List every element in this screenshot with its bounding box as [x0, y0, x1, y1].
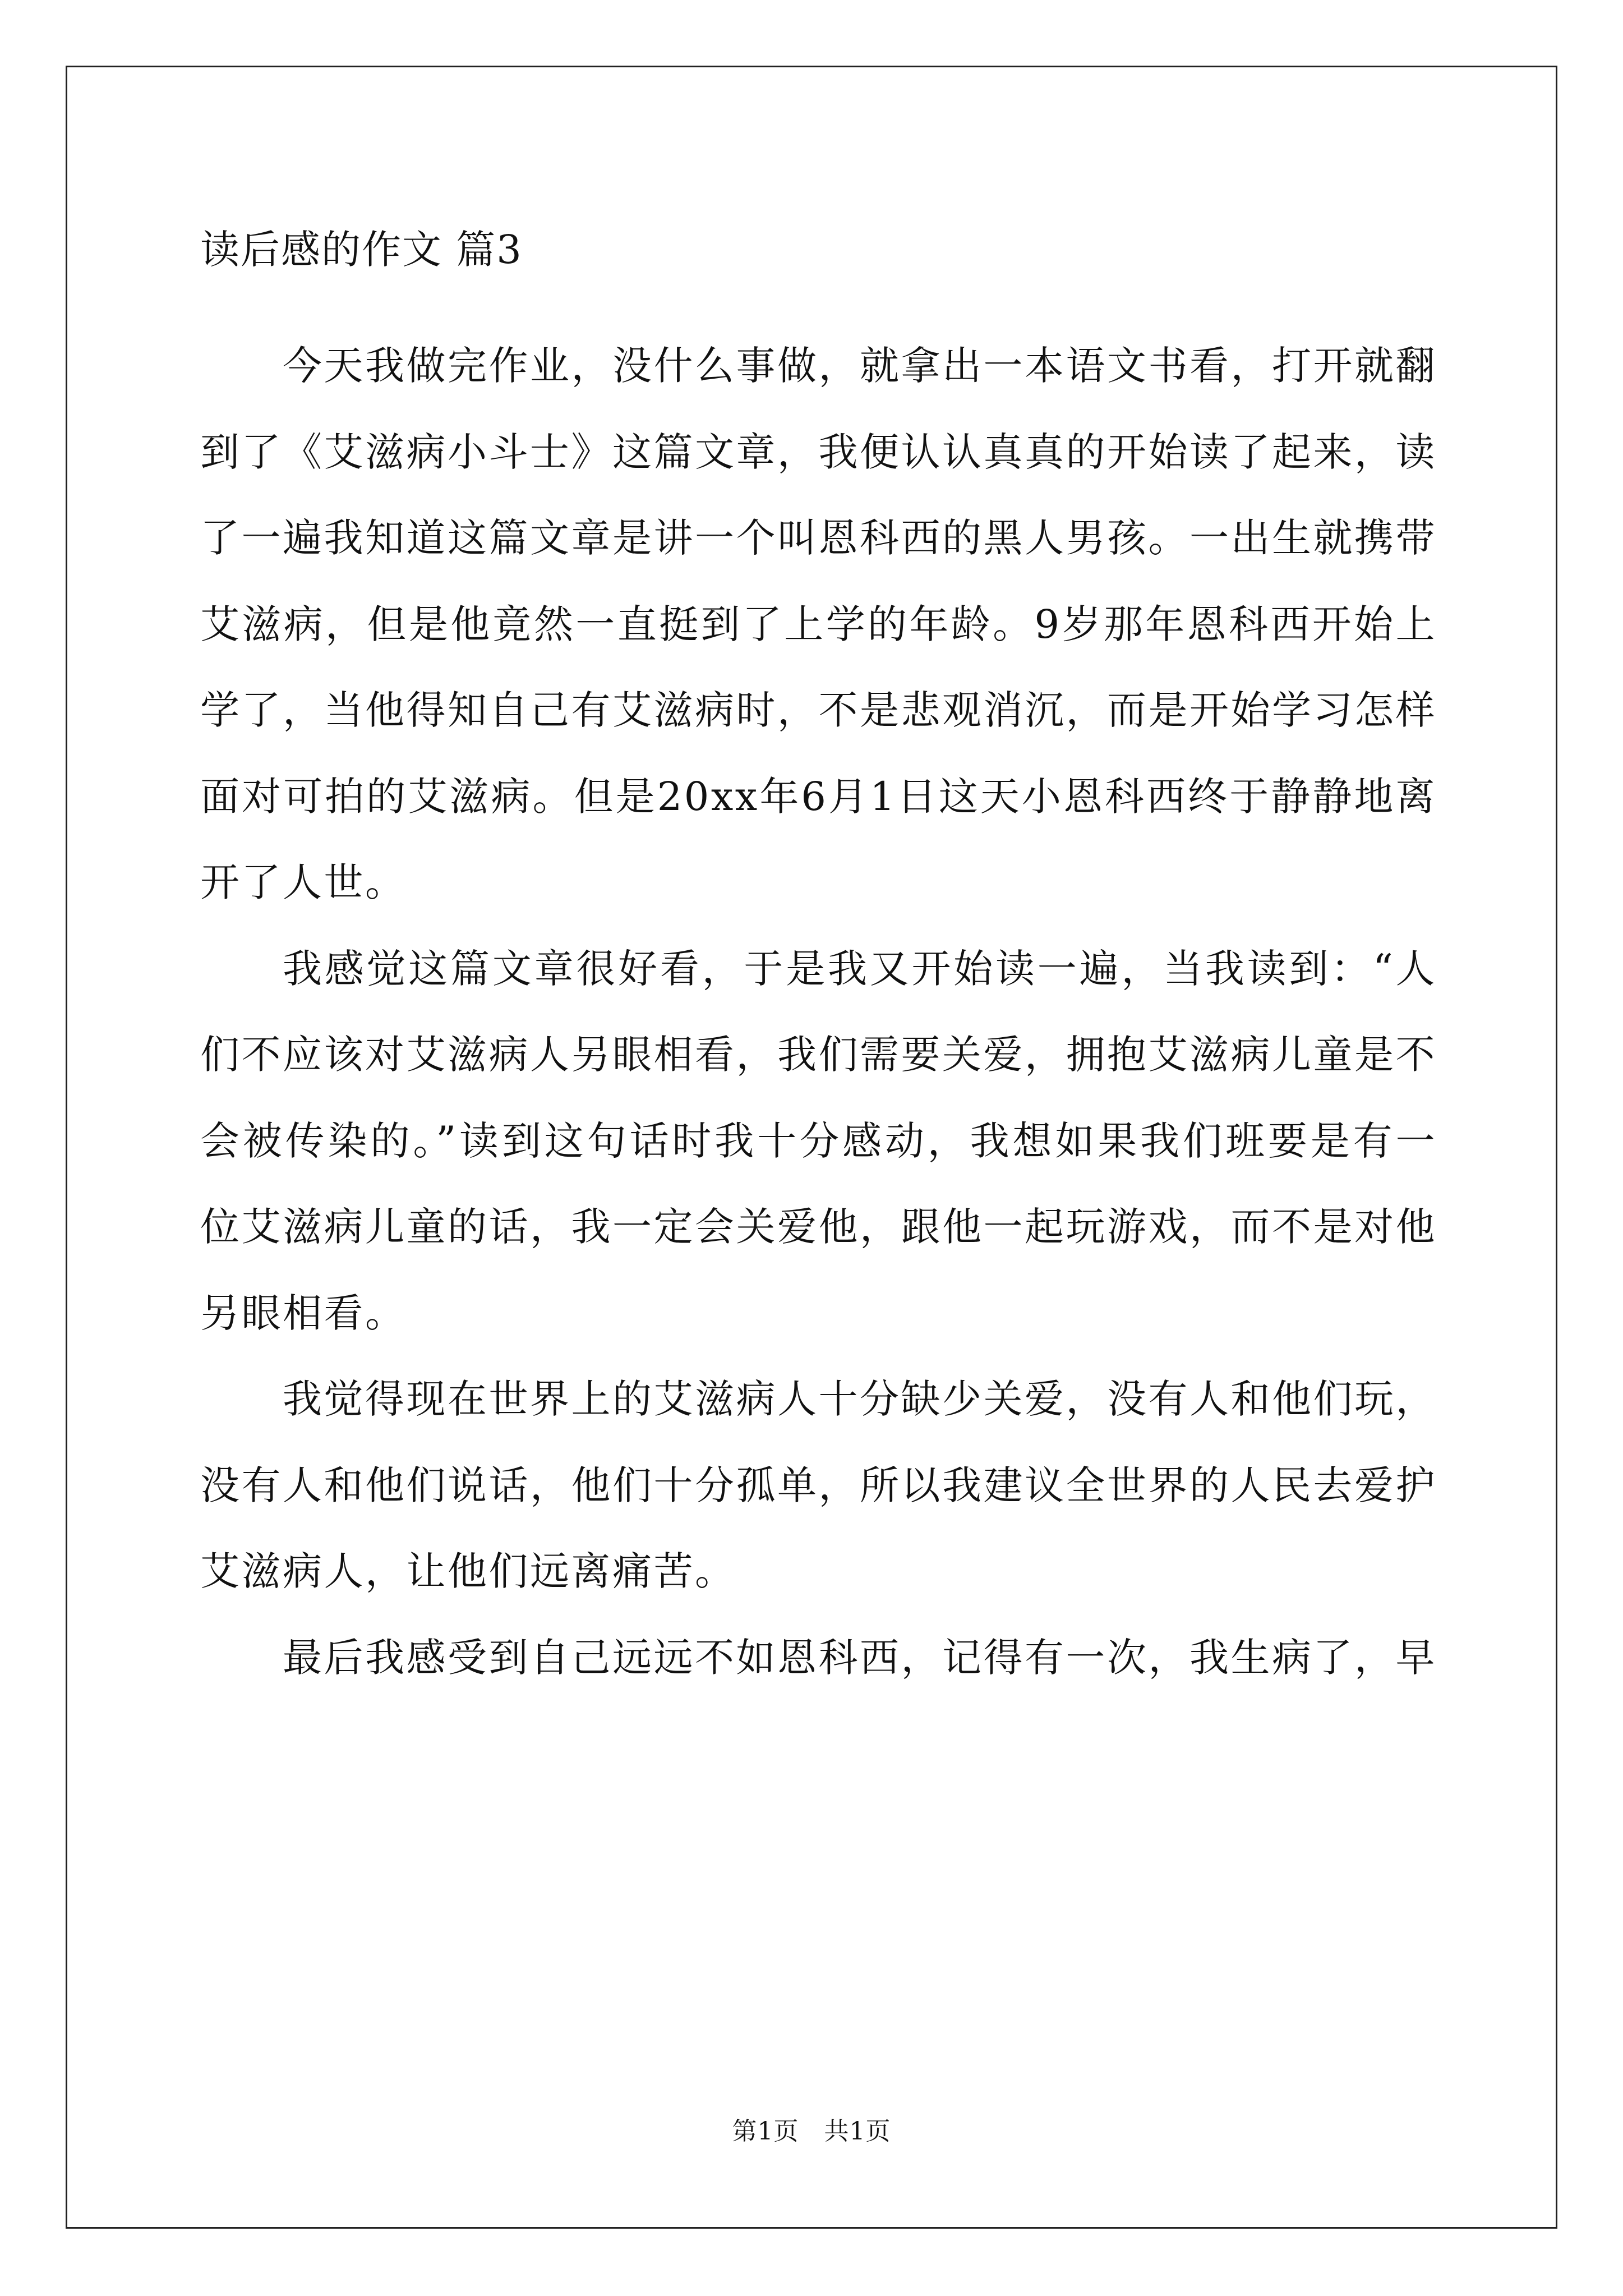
paragraph-2: 我感觉这篇文章很好看，于是我又开始读一遍，当我读到：“人们不应该对艾滋病人另眼相看，我们需要关爱，拥抱艾滋病儿童是不会被传染的。”读到这句话时我十分感动，我想如果我们班要是有一位艾滋病儿童的话，我一定会关爱他，跟他一起玩游戏，而不是对他另眼相看。 [200, 945, 1437, 1336]
paragraph-4: 最后我感受到自己远远不如恩科西，记得有一次，我生病了，早 [283, 1634, 1437, 1681]
page-footer: 第1页 共1页 [732, 2117, 891, 2146]
paragraph-3: 我觉得现在世界上的艾滋病人十分缺少关爱，没有人和他们玩，没有人和他们说话，他们十分孤单，所以我建议全世界的人民去爱护艾滋病人，让他们远离痛苦。 [200, 1376, 1437, 1594]
document-body [200, 323, 1437, 1701]
document-title: 读后感的作文 篇3 [200, 227, 523, 273]
paragraph-1: 今天我做完作业，没什么事做，就拿出一本语文书看，打开就翻到了《艾滋病小斗士》这篇文章，我便认认真真的开始读了起来，读了一遍我知道这篇文章是讲一个叫恩科西的黑人男孩。一出生就携带艾滋病，但是他竟然一直挺到了上学的年龄。9岁那年恩科西开始上学了，当他得知自己有艾滋病时，不是悲观消沉，而是开始学习怎样面对可拍的艾滋病。但是20xx年6月1日这天小恩科西终于静静地离开了人世。 [200, 343, 1437, 905]
